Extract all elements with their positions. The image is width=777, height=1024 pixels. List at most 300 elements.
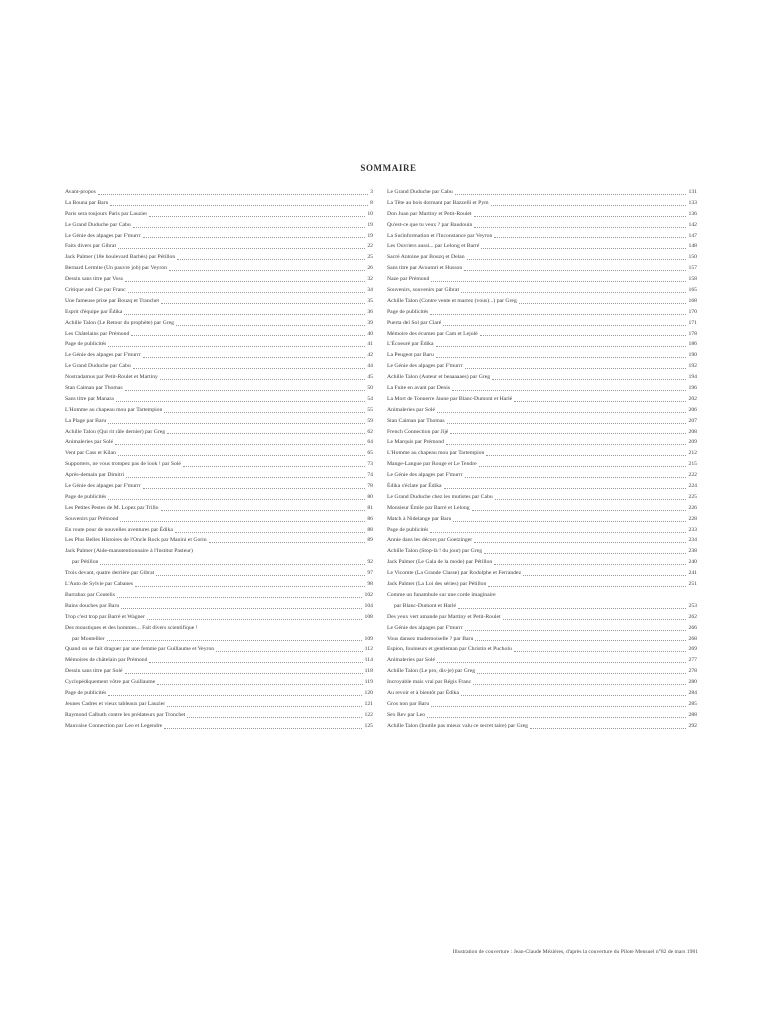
toc-entry [65, 492, 373, 503]
toc-right-column [387, 187, 697, 732]
toc-dot-leader [156, 575, 365, 576]
toc-entry-title: Le Génie des alpages par F'murrr [65, 232, 141, 239]
toc-dot-leader [477, 673, 686, 674]
toc-entry [65, 536, 373, 547]
toc-dot-leader [108, 499, 365, 500]
toc-entry [65, 448, 373, 459]
toc-dot-leader [128, 292, 366, 293]
toc-page-number: 268 [688, 635, 697, 642]
toc-entry [65, 699, 373, 710]
toc-entry [387, 459, 697, 470]
toc-entry [387, 350, 697, 361]
toc-entry [387, 252, 697, 263]
toc-dot-leader [519, 303, 687, 304]
toc-entry-title: Stan Caiman par Thomas [65, 385, 123, 392]
toc-entry [65, 644, 373, 655]
toc-page-number: 178 [688, 330, 697, 337]
toc-entry-title: L'Homme au chapeau mou par Tartempion [65, 406, 163, 413]
toc-entry-title: Page de publicités [65, 341, 107, 348]
toc-dot-leader [437, 662, 686, 663]
toc-page-number: 288 [688, 711, 697, 718]
toc-entry [65, 590, 373, 601]
toc-dot-leader [467, 259, 687, 260]
toc-dot-leader [455, 194, 687, 195]
toc-dot-leader [167, 433, 365, 434]
toc-entry [387, 677, 697, 688]
toc-dot-leader [149, 662, 362, 663]
toc-dot-leader [100, 564, 365, 565]
toc-entry [387, 644, 697, 655]
toc-page-number: 121 [364, 700, 373, 707]
toc-page-number: 171 [688, 319, 697, 326]
toc-entry-title: Le Marquis par Prémond [387, 439, 445, 446]
toc-entry-title: Gros non par Baru [387, 700, 430, 707]
toc-entry [387, 710, 697, 721]
toc-dot-leader [465, 477, 687, 478]
toc-entry-title: Don Juan par Martiny et Petit-Roulet [387, 210, 472, 217]
toc-entry-title: Animaleries par Solé [387, 657, 436, 664]
toc-page-number: 142 [688, 221, 697, 228]
toc-entry-title: La Surinformation et l'Inconstance par Veyron [387, 232, 493, 239]
toc-entry [65, 209, 373, 220]
toc-entry [387, 209, 697, 220]
toc-dot-leader [124, 314, 365, 315]
toc-entry [387, 568, 697, 579]
toc-dot-leader [453, 521, 686, 522]
toc-entry-title: Les Plus Belles Histoires de l'Oncle Rock par Manini et Gorin [65, 537, 207, 544]
toc-page-number: 278 [688, 668, 697, 675]
toc-entry-title: L'Écoeuré par Édika [387, 341, 434, 348]
toc-page-number: 280 [688, 679, 697, 686]
toc-entry-title: Achille Talon (Auteur et beaaaaaes) par Greg [387, 374, 491, 381]
toc-dot-leader [514, 401, 686, 402]
toc-page-number: 212 [688, 450, 697, 457]
toc-page-number: 59 [367, 417, 373, 424]
toc-entry-title: Trois devant, quatre derrière par Gibrat [65, 570, 155, 577]
toc-entry-title: Sacré Antoine par Bouzq et Delan [387, 254, 465, 261]
toc-entry-title: Mauvaise Connection par Leo et Legendre [65, 722, 163, 729]
toc-entry-title: Achille Talon (Le pro, dis-je) par Greg [387, 668, 476, 675]
toc-entry [65, 383, 373, 394]
toc-entry [387, 416, 697, 427]
toc-dot-leader [116, 401, 366, 402]
toc-page-number: 196 [688, 385, 697, 392]
toc-page-number: 25 [367, 254, 373, 261]
toc-dot-leader [183, 466, 365, 467]
toc-page-number: 215 [688, 461, 697, 468]
toc-dot-leader [126, 477, 365, 478]
toc-entry [65, 198, 373, 209]
toc-page-number: 206 [688, 406, 697, 413]
toc-entry [387, 623, 697, 634]
toc-page-number: 86 [367, 515, 373, 522]
toc-entry-title: Animaleries par Solé [387, 406, 436, 413]
toc-entry [387, 655, 697, 666]
toc-entry-title: Vous dansez mademoiselle ? par Baru [387, 635, 474, 642]
toc-entry-title: Souvenirs par Prémond [65, 515, 119, 522]
toc-entry-title: Sans titre par Manara [65, 395, 114, 402]
toc-page-number: 238 [688, 548, 697, 555]
toc-entry-title: Nostradamus par Petit-Roulet et Martiny [65, 374, 158, 381]
toc-entry [387, 274, 697, 285]
toc-dot-leader [125, 281, 365, 282]
toc-page-number: 98 [367, 581, 373, 588]
toc-entry [387, 557, 697, 568]
toc-dot-leader [108, 346, 365, 347]
toc-dot-leader [120, 521, 365, 522]
toc-page-number: 26 [367, 265, 373, 272]
toc-entry-title: Esprit d'équipe par Édika [65, 308, 123, 315]
toc-entry-title: Animaleries par Solé [65, 439, 114, 446]
toc-dot-leader [450, 433, 686, 434]
toc-entry-title: En route pour de nouvelles aventures par Édika [65, 526, 173, 533]
toc-page-number: 78 [367, 483, 373, 490]
toc-dot-leader [447, 423, 687, 424]
toc-page-number: 208 [688, 428, 697, 435]
toc-entry [65, 579, 373, 590]
toc-dot-leader [169, 270, 365, 271]
toc-entry-title: Bains douches par Baru [65, 602, 120, 609]
toc-dot-leader [523, 575, 686, 576]
toc-dot-leader [115, 444, 365, 445]
toc-entry-title: Mémoires de châtelain par Prémond [65, 657, 148, 664]
toc-page-number: 285 [688, 700, 697, 707]
toc-entry-title: Les Petites Pestes de M. Lopez par Trillo [65, 504, 159, 511]
toc-dot-leader [121, 608, 362, 609]
toc-dot-leader [431, 706, 686, 707]
toc-dot-leader [436, 357, 687, 358]
toc-entry [65, 546, 373, 557]
toc-entry [65, 318, 373, 329]
toc-page-number: 190 [688, 352, 697, 359]
toc-page-number: 119 [364, 679, 373, 686]
toc-entry-title: Achille Talon (Qui rit râle dernier) par Greg [65, 428, 166, 435]
toc-page-number: 165 [688, 287, 697, 293]
toc-entry [65, 655, 373, 666]
toc-entry-title: Dessin sans titre par Solé [65, 668, 123, 675]
toc-page-number: 158 [688, 276, 697, 283]
toc-entry [387, 394, 697, 405]
toc-entry-title: Achille Talon (Contre vente et marrez (vous)...) par Greg [387, 297, 517, 304]
toc-page-number: 73 [367, 461, 373, 468]
toc-entry [65, 263, 373, 274]
toc-entry [387, 220, 697, 231]
toc-page-number: 150 [688, 254, 697, 261]
toc-dot-leader [480, 335, 687, 336]
toc-dot-leader [461, 695, 686, 696]
toc-entry [387, 361, 697, 372]
toc-entry-title: Avant-propos [65, 188, 96, 195]
toc-dot-leader [474, 542, 686, 543]
toc-dot-leader [427, 717, 686, 718]
toc-page-number: 170 [688, 308, 697, 315]
toc-page-number: 62 [367, 428, 373, 435]
toc-entry [65, 350, 373, 361]
toc-entry [65, 339, 373, 350]
cover-credit: Illustration de couverture : Jean-Claude Mézières, d'après la couverture du Pilote Mensuel n°82 de mars 1981 [452, 949, 698, 955]
toc-entry [387, 231, 697, 242]
toc-dot-leader [125, 390, 366, 391]
toc-entry-title: Paris sera toujours Paris par Lauzier [65, 210, 148, 217]
toc-entry-title: Annie dans les décors par Goetzinger [387, 537, 473, 544]
toc-dot-leader [161, 510, 366, 511]
toc-entry [387, 187, 697, 198]
toc-dot-leader [125, 673, 363, 674]
toc-page-number: 284 [688, 689, 697, 696]
toc-page-number: 228 [688, 515, 697, 522]
toc-entry [65, 514, 373, 525]
toc-entry-title: Jack Palmer (La Loi des séries) par Pétillon [387, 581, 487, 588]
toc-page-number: 224 [688, 483, 697, 490]
toc-dot-leader [443, 325, 686, 326]
toc-dot-leader [474, 227, 686, 228]
toc-page-number: 120 [364, 689, 373, 696]
toc-entry [65, 437, 373, 448]
toc-dot-leader [488, 586, 686, 587]
toc-entry-title: Sans titre par Avoumri et Husson [387, 265, 463, 272]
toc-page-number: 40 [367, 330, 373, 337]
toc-page-number: 222 [688, 472, 697, 479]
toc-entry [65, 721, 373, 732]
toc-dot-leader [481, 248, 686, 249]
toc-dot-leader [177, 259, 365, 260]
toc-dot-leader [98, 194, 368, 195]
toc-page-number: 102 [364, 591, 373, 598]
toc-entry [65, 220, 373, 231]
toc-entry [387, 329, 697, 340]
toc-entry [65, 557, 373, 568]
toc-page-number: 269 [688, 646, 697, 653]
toc-entry [387, 699, 697, 710]
toc-entry [65, 231, 373, 242]
toc-entry-title: La Plage par Baru [65, 417, 107, 424]
toc-entry-title: Trop c'est trop par Barré et Wagner [65, 613, 145, 620]
toc-entry-title: Espion, fouineurs et gentleman par Christin et Pucholu [387, 646, 512, 653]
toc-entry [65, 394, 373, 405]
toc-entry-title: Le Génie des alpages par F'murrr [387, 472, 463, 479]
toc-entry [387, 241, 697, 252]
toc-page-number: 89 [367, 537, 373, 544]
toc-entry-title: Le Grand Duduche par Cabu [387, 188, 453, 195]
toc-dot-leader [492, 379, 686, 380]
toc-page-number: 251 [688, 581, 697, 588]
toc-page-number: 277 [688, 657, 697, 664]
toc-dot-leader [446, 444, 686, 445]
toc-dot-leader [209, 542, 366, 543]
toc-page-number: 168 [688, 297, 697, 304]
toc-entry-title: Stan Caiman par Thomas [387, 417, 445, 424]
toc-entry-title: Page de publicités [65, 689, 107, 696]
toc-entry [387, 688, 697, 699]
toc-entry-title: Faits divers par Gibrat [65, 243, 117, 250]
toc-entry [387, 514, 697, 525]
toc-page-number: 262 [688, 613, 697, 620]
toc-entry [387, 492, 697, 503]
toc-left-column [65, 187, 373, 732]
toc-page-number: 157 [688, 265, 697, 272]
toc-page-number: 3 [370, 188, 373, 195]
toc-page-number: 148 [688, 243, 697, 250]
toc-entry [65, 634, 373, 645]
toc-entry-title: Des moustiques et des hommes... Fait divers scientifique ! [65, 624, 198, 631]
toc-entry [387, 470, 697, 481]
toc-entry-title: Cyclopédiquement vôtre par Guillaume [65, 679, 156, 686]
toc-dot-leader [436, 346, 687, 347]
toc-dot-leader [147, 619, 363, 620]
toc-entry [387, 296, 697, 307]
toc-entry-title: Naze par Prémond [387, 276, 430, 283]
toc-entry [65, 666, 373, 677]
toc-entry-title: Le Génie des alpages par F'murrr [65, 483, 141, 490]
toc-entry [65, 329, 373, 340]
toc-dot-leader [131, 335, 365, 336]
toc-dot-leader [503, 619, 687, 620]
toc-dot-leader [216, 651, 363, 652]
toc-entry [65, 470, 373, 481]
toc-dot-leader [475, 640, 686, 641]
toc-entry-title: Les Châtelains par Prémond [65, 330, 130, 337]
toc-entry [65, 372, 373, 383]
toc-page-number: 45 [367, 374, 373, 381]
toc-page-number: 131 [688, 188, 697, 195]
toc-page-number: 186 [688, 341, 697, 348]
toc-entry [387, 339, 697, 350]
toc-entry [65, 361, 373, 372]
toc-entry-title: Le Grand Duduche chez les mutistes par Cabu [387, 493, 493, 500]
toc-entry [387, 481, 697, 492]
toc-entry-title: Vent par Cass et Kilan [65, 450, 116, 457]
toc-entry [65, 503, 373, 514]
toc-entry-title: French Connection par Jijé [387, 428, 449, 435]
toc-dot-leader [143, 488, 366, 489]
toc-entry-title: Raymond Calbuth contre les prédateurs par Tronchet [65, 711, 186, 718]
toc-page-number: 34 [367, 287, 373, 293]
toc-page-number: 74 [367, 472, 373, 479]
toc-page-number: 253 [688, 602, 697, 609]
toc-entry-title: L'Auto de Sylvie par Cabanes [65, 581, 133, 588]
toc-entry-title: Achille Talon (Stop-là ! du jour) par Greg [387, 548, 483, 555]
toc-entry-title: Page de publicités [65, 493, 107, 500]
toc-entry-title: Les Ouvriers aussi... par Lelong et Barré [387, 243, 480, 250]
toc-entry-title: Jeunes Cadres et vieux tableaux par Lauzier [65, 700, 166, 707]
toc-entry-title: Puerta del Sol par Claré [387, 319, 442, 326]
toc-dot-leader [464, 270, 686, 271]
toc-entry [387, 721, 697, 732]
toc-page-number: 88 [367, 526, 373, 533]
toc-entry-title: La Fuite en avant par Denis [387, 385, 451, 392]
toc-dot-leader [452, 390, 686, 391]
toc-page-number: 54 [367, 395, 373, 402]
toc-entry [387, 601, 697, 612]
toc-dot-leader [175, 532, 365, 533]
toc-dot-leader [143, 237, 366, 238]
toc-entry [387, 590, 697, 601]
toc-entry-title: Page de publicités [387, 308, 429, 315]
toc-dot-leader [461, 292, 686, 293]
toc-entry-title: Supporters, ne vous trompez pas de look ! par Solé [65, 461, 181, 468]
toc-dot-leader [479, 466, 687, 467]
toc-page-number: 241 [688, 570, 697, 577]
toc-entry [65, 623, 373, 634]
toc-entry-title: Quand on se fait draguer par une femme par Guillaume et Veyron [65, 646, 215, 653]
toc-page-number: 104 [364, 602, 373, 609]
toc-entry [65, 187, 373, 198]
toc-entry-title: Sex Rev par Leo [387, 711, 426, 718]
toc-entry-title: Mange-Langue par Rouge et Le Tendre [387, 461, 477, 468]
toc-page-number: 114 [364, 657, 373, 664]
toc-dot-leader [486, 455, 686, 456]
toc-dot-leader [108, 695, 362, 696]
toc-entry [65, 427, 373, 438]
toc-page-number: 50 [367, 385, 373, 392]
toc-entry [65, 710, 373, 721]
toc-dot-leader [108, 423, 365, 424]
toc-entry-title: Critique and Cie par Franc [65, 287, 126, 293]
toc-entry-title: Jack Palmer (Aide-manutentionnaire à l'Institut Pasteur) [65, 548, 193, 555]
toc-dot-leader [458, 608, 686, 609]
toc-entry-title: L'Homme au chapeau mou par Tartempion [387, 450, 485, 457]
toc-entry-title: Le Génie des alpages par F'murrr [387, 624, 463, 631]
toc-dot-leader [135, 586, 365, 587]
toc-page-number: 225 [688, 493, 697, 500]
toc-page-number: 209 [688, 439, 697, 446]
toc-dot-leader [430, 314, 686, 315]
toc-page-number: 64 [367, 439, 373, 446]
toc-dot-leader [484, 553, 686, 554]
toc-page-number: 192 [688, 363, 697, 370]
toc-entry-title: Bernard Lermite (Un pauvre job) par Veyron [65, 265, 167, 272]
toc-dot-leader [149, 216, 365, 217]
toc-entry [65, 688, 373, 699]
toc-dot-leader [118, 248, 365, 249]
toc-dot-leader [157, 684, 362, 685]
toc-page-number: 42 [367, 352, 373, 359]
toc-page-number: 108 [364, 613, 373, 620]
toc-page-number: 233 [688, 526, 697, 533]
toc-dot-leader [161, 303, 365, 304]
toc-dot-leader [107, 640, 363, 641]
toc-entry-title: par Montellier [72, 635, 105, 642]
toc-page-number: 19 [367, 221, 373, 228]
toc-entry-title: La Bouna par Baru [65, 199, 109, 206]
toc-entry-title: Dessin sans titre par Voss [65, 276, 123, 283]
toc-entry [387, 405, 697, 416]
toc-dot-leader [491, 205, 687, 206]
toc-page-number: 234 [688, 537, 697, 544]
toc-dot-leader [465, 630, 687, 631]
toc-dot-leader [474, 216, 687, 217]
toc-entry [387, 318, 697, 329]
toc-entry-title: Barrabax par Coutelis [65, 591, 115, 598]
toc-dot-leader [465, 368, 687, 369]
toc-entry-title: Qu'est-ce que tu veux ? par Baudouin [387, 221, 473, 228]
toc-page-number: 65 [367, 450, 373, 457]
toc-dot-leader [494, 237, 686, 238]
toc-page-number: 22 [367, 243, 373, 250]
toc-dot-leader [133, 368, 366, 369]
toc-dot-leader [164, 728, 362, 729]
toc-dot-leader [430, 532, 686, 533]
toc-dot-leader [495, 499, 687, 500]
toc-entry [65, 274, 373, 285]
toc-entry [387, 285, 697, 296]
toc-page-number: 10 [367, 210, 373, 217]
toc-entry-title: La Tête au bois dormant par Bazzelli et Pym [387, 199, 489, 206]
toc-entry [65, 459, 373, 470]
toc-page-number: 81 [367, 504, 373, 511]
toc-entry [387, 536, 697, 547]
toc-entry-title: Souvenirs, souvenirs par Gibrat [387, 287, 460, 293]
